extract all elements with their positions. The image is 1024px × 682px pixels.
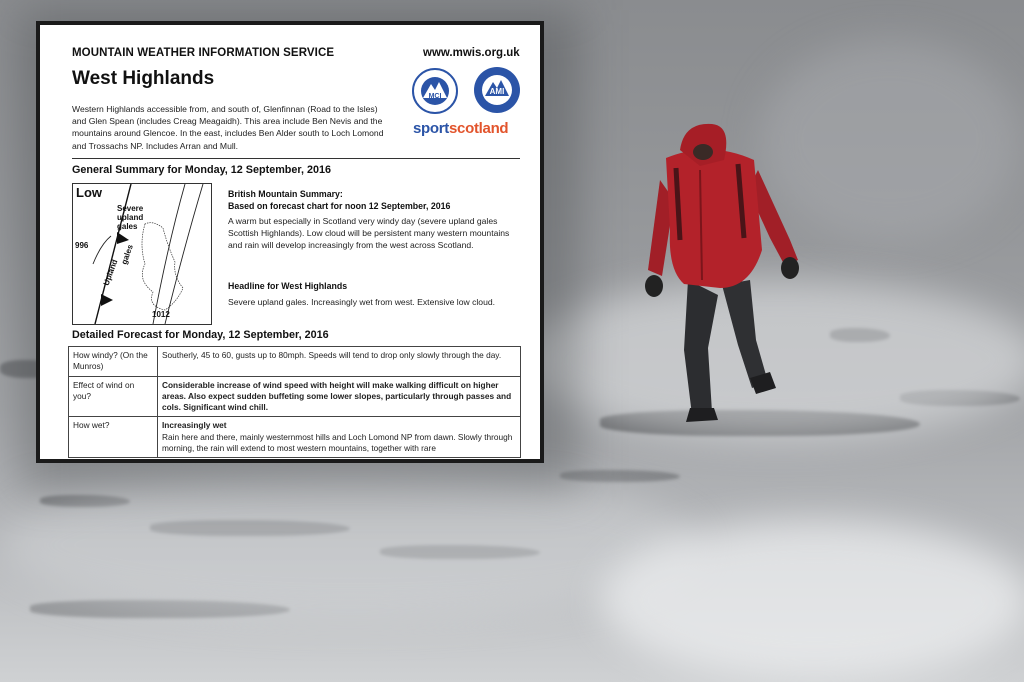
detailed-forecast-heading: Detailed Forecast for Monday, 12 September, 2016 [72, 329, 329, 341]
hiker-figure [640, 120, 810, 430]
synoptic-chart [72, 183, 212, 325]
row-value: Considerable increase of wind speed with height will make walking difficult on higher areas. Also expect sudden buffeting some lower slopes, particularly through passes and cols. Significant wind chill. [158, 376, 521, 417]
organisation-name: MOUNTAIN WEATHER INFORMATION SERVICE [72, 47, 335, 59]
forecast-card [36, 21, 544, 463]
mci-logo-text: MCI [428, 93, 442, 100]
mist [600, 520, 1024, 680]
row-value-heading: Increasingly wet [162, 420, 227, 431]
sportscotland-logo: sportscotland [413, 120, 509, 137]
row-value: Southerly, 45 to 60, gusts up to 80mph. Speeds will tend to drop only slowly through the day. [158, 347, 521, 377]
row-label: Effect of wind on you? [69, 376, 158, 417]
forecast-table [68, 346, 521, 458]
summary-heading: British Mountain Summary: Based on forecast chart for noon 12 September, 2016 [228, 189, 451, 211]
general-summary-heading: General Summary for Monday, 12 September, 2016 [72, 164, 332, 176]
table-row [69, 417, 521, 458]
website-url: www.mwis.org.uk [423, 47, 520, 59]
headline-heading: Headline for West Highlands [228, 281, 348, 291]
page-title: West Highlands [72, 68, 215, 89]
row-value-text: Rain here and there, mainly westernmost hills and Loch Lomond NP from dawn. Slowly through morning, the rain will extend to most western mountains, together with rare [162, 431, 513, 454]
map-gales-label: gales [119, 243, 135, 266]
map-pressure-1012: 1012 [152, 310, 170, 319]
map-pressure-996: 996 [75, 241, 89, 250]
headline-text: Severe upland gales. Increasingly wet from west. Extensive low cloud. [228, 297, 496, 307]
mist [0, 470, 700, 620]
row-label: How wet? [69, 417, 158, 458]
map-low-label: Low [76, 185, 102, 200]
ami-logo-icon [473, 66, 521, 114]
row-label: How windy? (On the Munros) [69, 347, 158, 377]
map-severe-label: Severe upland gales [117, 204, 144, 231]
divider [72, 158, 520, 159]
row-value [158, 417, 521, 458]
area-description: Western Highlands accessible from, and south of, Glenfinnan (Road to the Isles) and Glen Spean (includes Creag Meagaidh). This area include Ben Nevis and the mountains around Glencoe. In the east, includes Ben Alder south to Loch Lomond and Trossachs NP. Includes Arran and Mull. [72, 104, 384, 151]
table-row [69, 376, 521, 417]
table-row [69, 347, 521, 377]
mci-logo-icon [412, 68, 458, 114]
forecast-sheet [40, 25, 540, 459]
map-upland-label: Upland [101, 258, 120, 287]
ami-logo-text: AMI [489, 87, 505, 96]
summary-text: A warm but especially in Scotland very windy day (severe upland gales Scottish Highlands). Low cloud will be persistent many western mountains and rain will develop increasingly from the west across Scotland. [228, 216, 510, 251]
